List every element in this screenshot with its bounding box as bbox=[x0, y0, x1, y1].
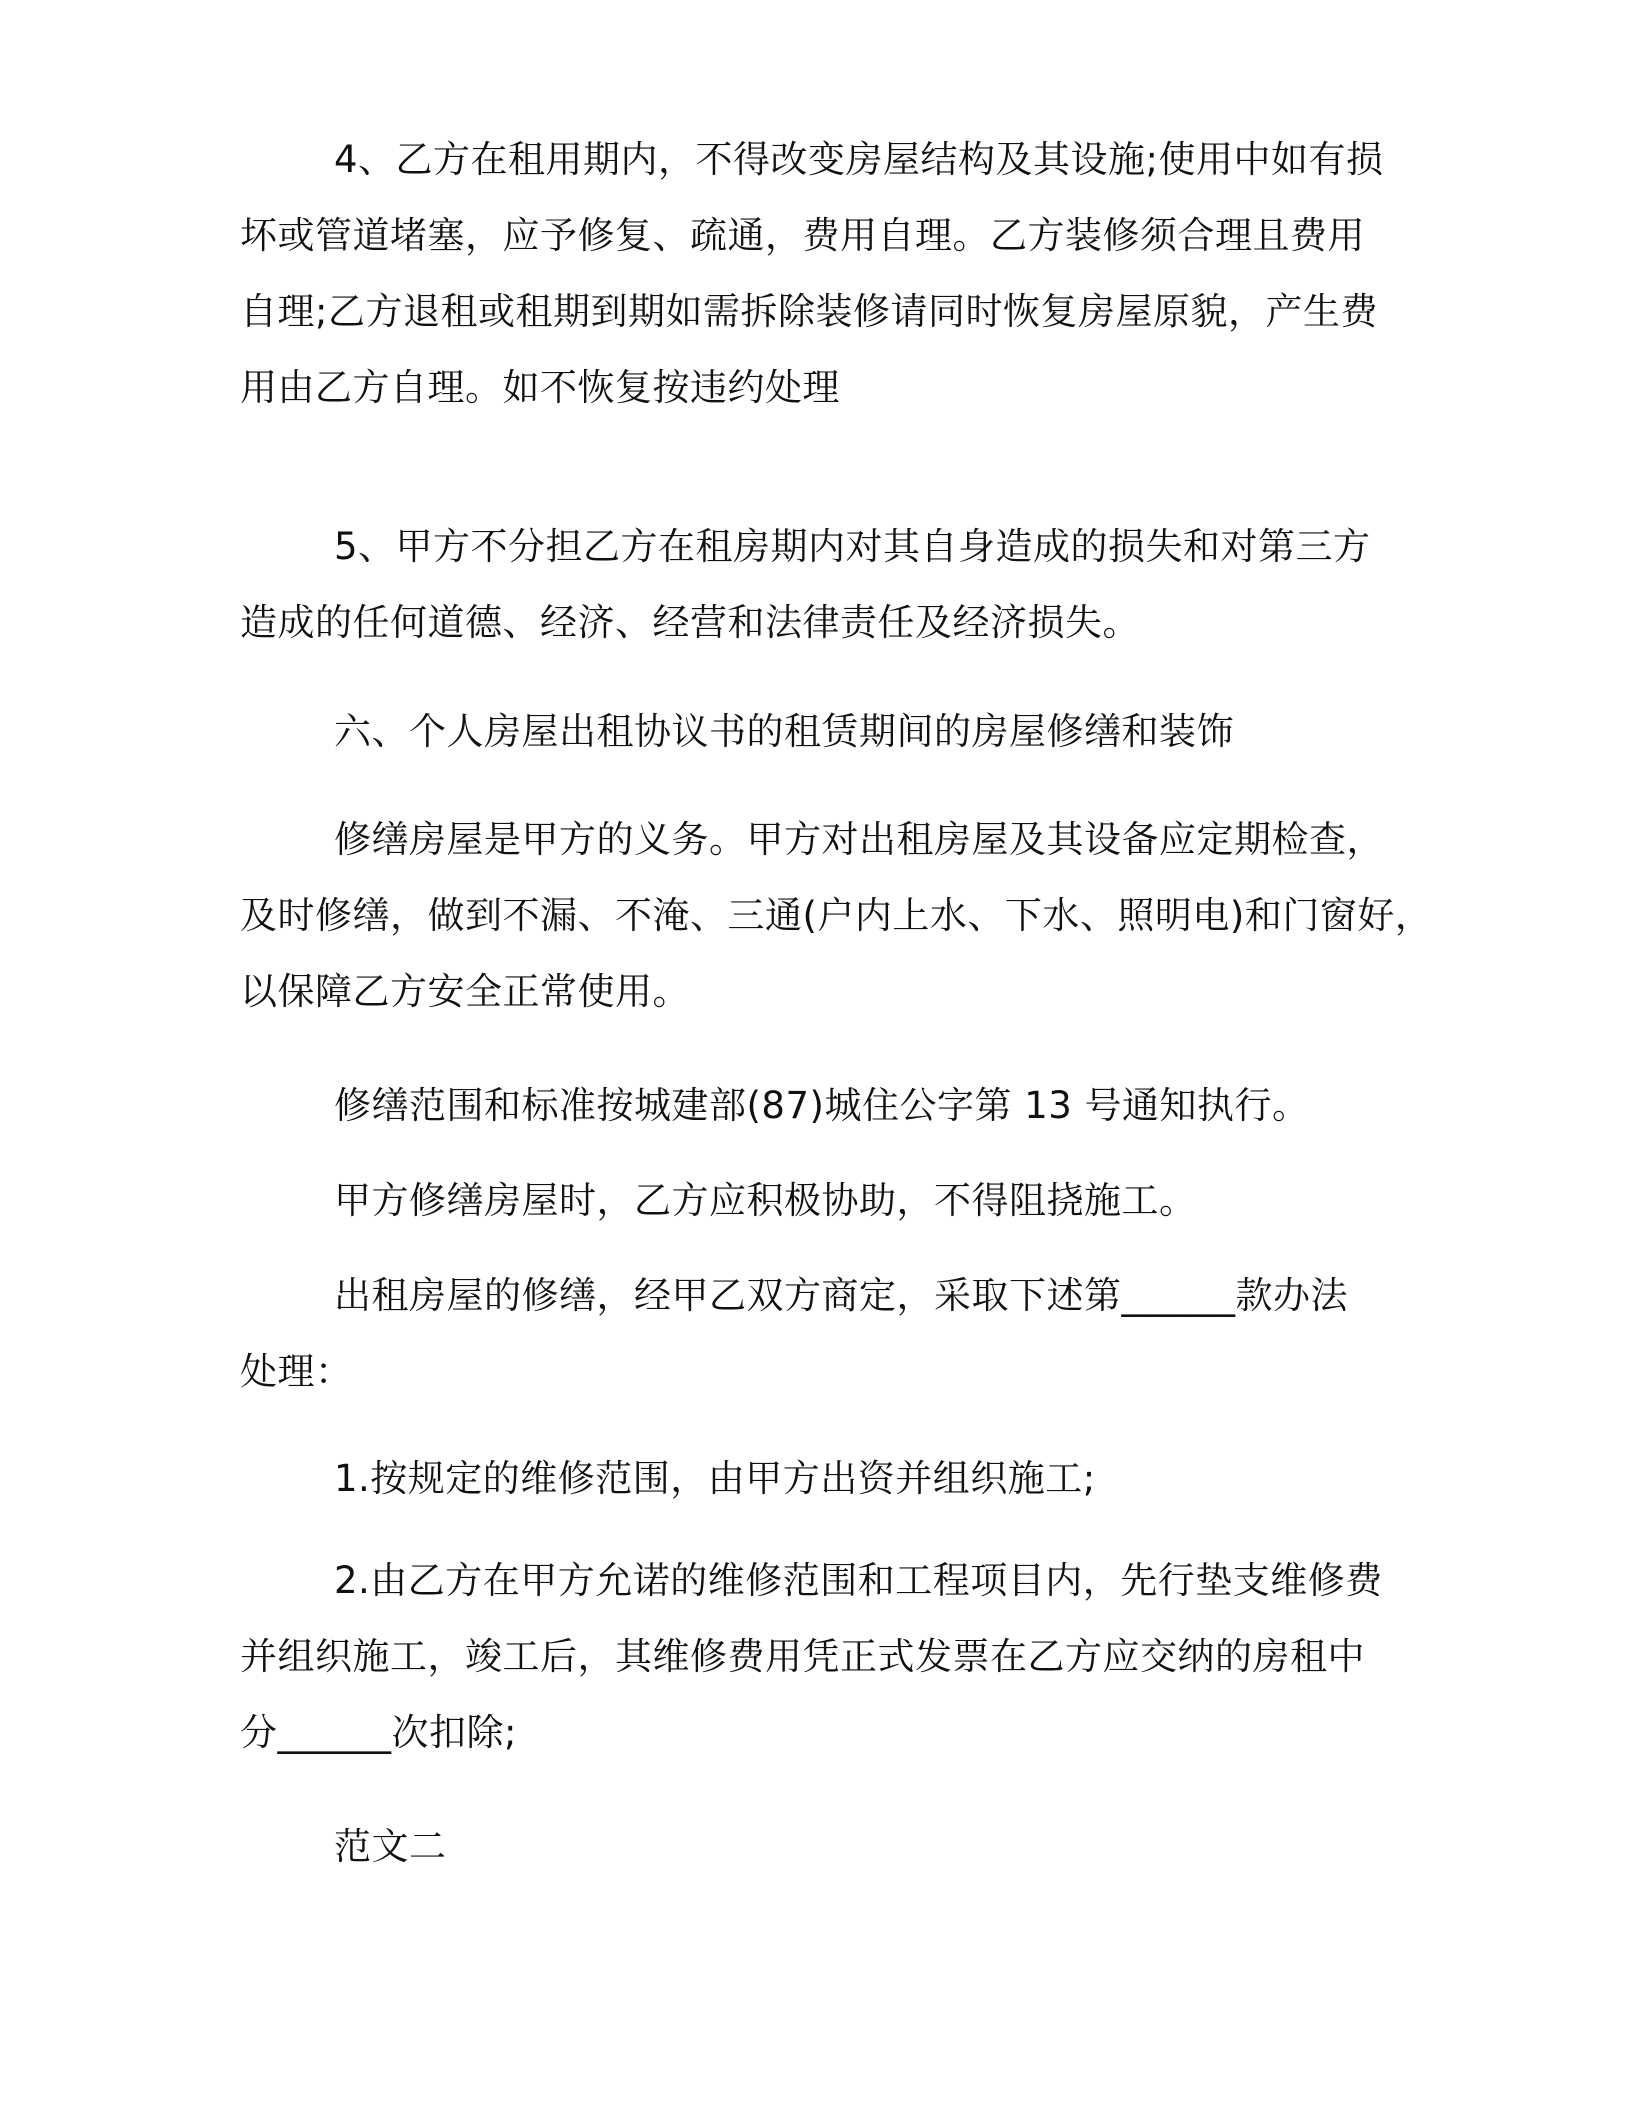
text-line: 5、甲方不分担乙方在租房期内对其自身造成的损失和对第三方 bbox=[334, 525, 1371, 568]
paragraph-repair-scope bbox=[240, 1068, 1420, 1144]
text-line: 用由乙方自理。如不恢复按违约处理 bbox=[240, 366, 840, 409]
text-line: 以保障乙方安全正常使用。 bbox=[240, 970, 690, 1013]
text-line: 甲方修缮房屋时，乙方应积极协助，不得阻挠施工。 bbox=[334, 1179, 1197, 1222]
sample-2-heading bbox=[240, 1809, 1420, 1885]
text-line: 造成的任何道德、经济、经营和法律责任及经济损失。 bbox=[240, 601, 1140, 644]
paragraph-method-1 bbox=[240, 1441, 1420, 1517]
text-line: 2.由乙方在甲方允诺的维修范围和工程项目内，先行垫支维修费 bbox=[334, 1559, 1383, 1602]
section-6-heading bbox=[240, 694, 1420, 770]
paragraph-repair-assist bbox=[240, 1163, 1420, 1239]
paragraph-clause-4 bbox=[240, 122, 1420, 426]
text-line: 修缮范围和标准按城建部(87)城住公字第 13 号通知执行。 bbox=[334, 1084, 1310, 1127]
text-line: 1.按规定的维修范围，由甲方出资并组织施工; bbox=[334, 1457, 1096, 1500]
text-line: 自理;乙方退租或租期到期如需拆除装修请同时恢复房屋原貌，产生费 bbox=[240, 290, 1378, 333]
paragraph-clause-5 bbox=[240, 509, 1420, 661]
text-line: 4、乙方在租用期内，不得改变房屋结构及其设施;使用中如有损 bbox=[334, 138, 1384, 181]
paragraph-method-2 bbox=[240, 1543, 1420, 1771]
paragraph-repair-duty bbox=[240, 802, 1433, 1030]
text-line: 出租房屋的修缮，经甲乙双方商定，采取下述第______款办法 bbox=[334, 1274, 1348, 1317]
text-line: 坏或管道堵塞，应予修复、疏通，费用自理。乙方装修须合理且费用 bbox=[240, 214, 1365, 257]
paragraph-repair-method bbox=[240, 1258, 1420, 1410]
text-line: 六、个人房屋出租协议书的租赁期间的房屋修缮和装饰 bbox=[334, 710, 1234, 753]
text-line: 并组织施工，竣工后，其维修费用凭正式发票在乙方应交纳的房租中 bbox=[240, 1635, 1365, 1678]
text-line: 修缮房屋是甲方的义务。甲方对出租房屋及其设备应定期检查， bbox=[334, 818, 1384, 861]
text-line: 范文二 bbox=[334, 1825, 447, 1868]
text-line: 处理： bbox=[240, 1350, 353, 1393]
text-line: 及时修缮，做到不漏、不淹、三通(户内上水、下水、照明电)和门窗好， bbox=[240, 894, 1433, 937]
text-line: 分______次扣除; bbox=[240, 1711, 517, 1754]
